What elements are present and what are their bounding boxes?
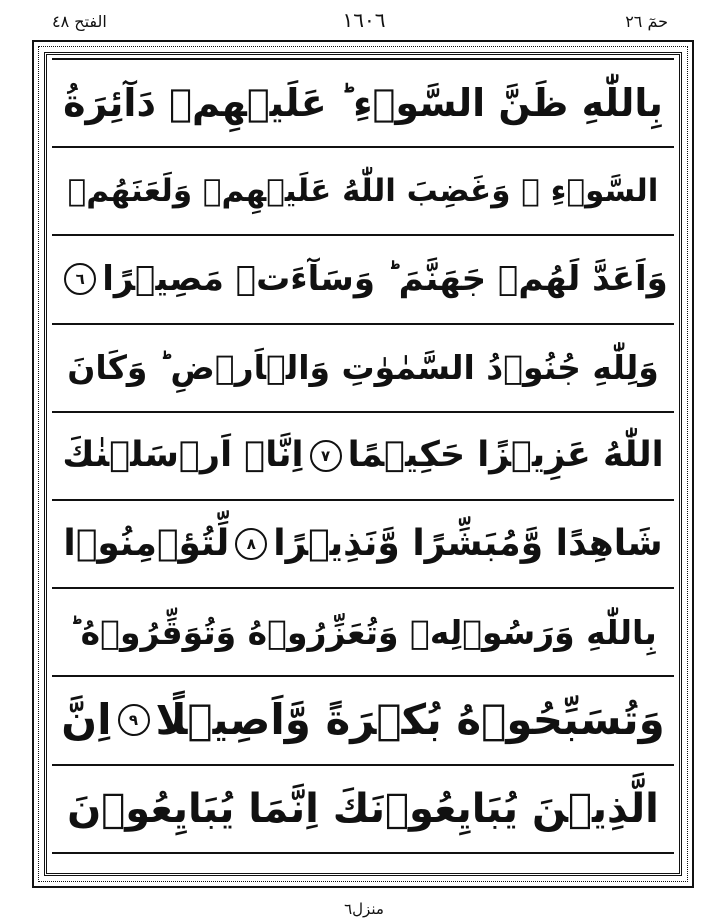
surah-name-header: الفتح ٤٨ — [52, 12, 107, 31]
line-text-after: لِّتُؤۡمِنُوۡا — [63, 523, 230, 565]
verse-line-4 — [52, 325, 674, 413]
verse-line-1 — [52, 60, 674, 148]
line-text-after: اِنَّ — [61, 695, 112, 745]
ayah-marker: ٧ — [310, 440, 342, 472]
verse-line-9 — [52, 766, 674, 854]
ayah-marker: ٩ — [118, 704, 150, 736]
verse-line-5 — [52, 413, 674, 501]
verse-line-7 — [52, 589, 674, 677]
line-text: الَّذِيۡنَ يُبَايِعُوۡنَكَ اِنَّمَا يُبَايِعُوۡنَ — [67, 785, 659, 832]
ayah-marker: ٦ — [64, 263, 96, 295]
text-block — [52, 58, 674, 872]
line-text: وَلِلّٰهِ جُنُوۡدُ السَّمٰوٰتِ وَالۡاَرۡضِ ؕ وَكَانَ — [67, 348, 659, 388]
line-text: وَتُسَبِّحُوۡهُ بُكۡرَةً وَّاَصِيۡلًا — [155, 695, 665, 745]
line-text: اللّٰهُ عَزِيۡزًا حَكِيۡمًا — [347, 435, 664, 476]
line-text: شَاهِدًا وَّمُبَشِّرًا وَّنَذِيۡرًا — [273, 523, 663, 565]
verse-line-2 — [52, 148, 674, 236]
ayah-marker: ٨ — [235, 528, 267, 560]
line-text: وَاَعَدَّ لَهُمۡ جَهَنَّمَ ؕ وَسَآءَتۡ مَصِيۡرًا — [102, 259, 668, 300]
manzil-footer: منزل٦ — [344, 900, 384, 918]
page-number: ١٦٠٦ — [342, 8, 386, 32]
line-text: السَّوۡءِ ۚ وَغَضِبَ اللّٰهُ عَلَيۡهِمۡ وَلَعَنَهُمۡ — [67, 172, 659, 209]
verse-line-3 — [52, 236, 674, 324]
juz-header: حمٓ ٢٦ — [625, 12, 668, 31]
line-text-after: اِنَّاۤ اَرۡسَلۡنٰكَ — [62, 435, 304, 476]
verse-line-8 — [52, 677, 674, 765]
line-text: بِاللّٰهِ ظَنَّ السَّوۡءِ ؕ عَلَيۡهِمۡ دَآئِرَةُ — [63, 81, 663, 126]
line-text: بِاللّٰهِ وَرَسُوۡلِهٖ وَتُعَزِّرُوۡهُ وَتُوَقِّرُوۡهُ ؕ — [69, 612, 657, 652]
verse-line-6 — [52, 501, 674, 589]
